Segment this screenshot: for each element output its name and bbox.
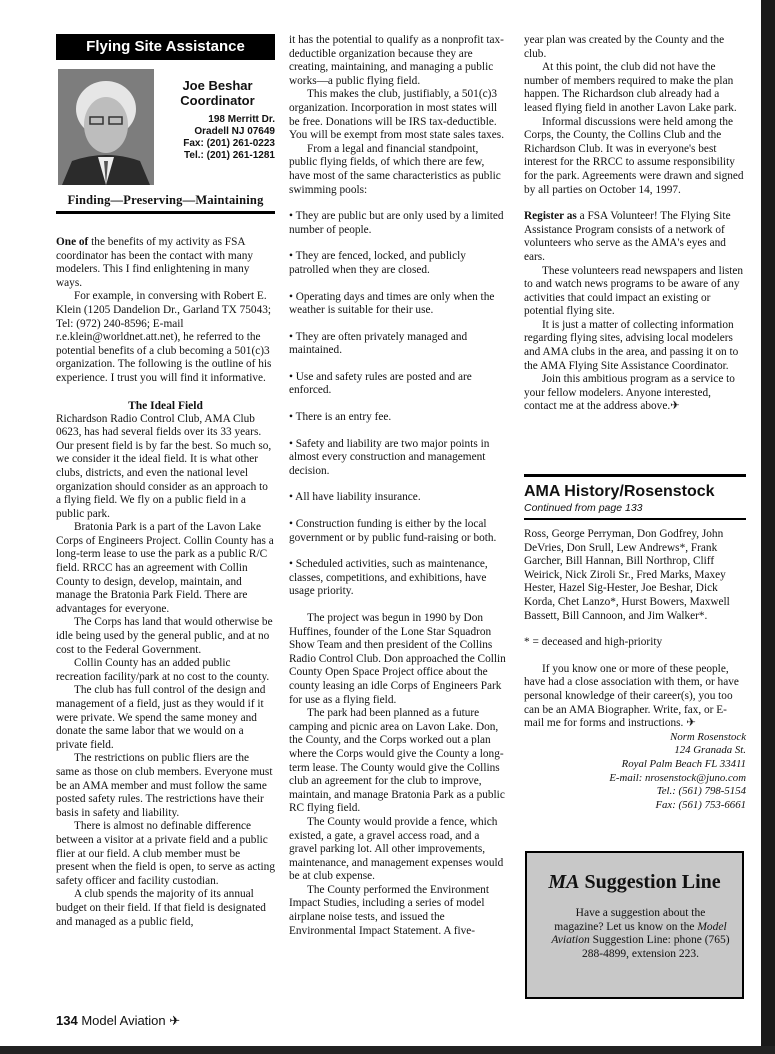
bullet-item: • All have liability insurance. [289,491,421,504]
suggestion-line-box [525,851,744,999]
ma-logo-text: MA [548,871,580,893]
paragraph: The club has full control of the design and management of a field, just as they would if it were private. We spend the same money and donate the same labor that we would on a private field. [56,684,266,751]
history-continued: Continued from page 133 [524,502,643,514]
paragraph: Bratonia Park is a part of the Lavon Lake Corps of Engineers Project. Collin County has a long-term lease to use the park as a public R/C field. RRCC has an agreement with Collin County to design, develop, maintain, and manage the Bratonia Park Field. There are advantages for everyone. [56,521,274,615]
suggestion-body [551,907,730,961]
paragraph: The County performed the Environment Impact Studies, including a series of model airplane noise tests, and issued the Environmental Impact Statement. A five- [289,883,489,937]
paragraph: Collin County has an added public recreation facility/park at no cost to the county. [56,657,270,683]
history-body [524,528,746,812]
paragraph-text: If you know one or more of these people, have had a close association with them, or have personal knowledge of their career(s), you too can be an AMA Biographer. Write, fax, or E-mail me for forms and instructions. [524,662,739,730]
paragraph-text: Join this ambitious program as a service to your fellow modelers. Anyone interested, contact me at the address above. [524,373,735,413]
divider [524,474,746,477]
bullet-item: • They are often privately managed and maintained. [289,330,468,357]
history-note: * = deceased and high-priority [524,636,663,649]
paragraph: These volunteers read newspapers and listen to and watch news programs to be aware of any activities that could impact an existing or potential flying site. [524,264,744,318]
bullet-item: • Construction funding is either by the local government or by public fund-raising or both. [289,518,497,544]
fsa-tagline: Finding—Preserving—Maintaining [67,193,264,207]
address-line-2: Oradell NJ 07649 [194,126,275,137]
airplane-icon: ✈ [169,1013,181,1028]
address-line-1: 198 Merritt Dr. [208,114,275,125]
lead-in: Register as [524,210,577,223]
paragraph: This makes the club, justifiably, a 501(c)3 organization. Incorporation in most states will be free. Donations will be IRS tax-deductible. You will be exempt from most state sales taxes. [289,88,505,142]
signature-email: E-mail: nrosenstock@juno.com [609,771,746,784]
paragraph: The restrictions on public fliers are the same as those on club members. Everyone must be an AMA member and must follow the same posted safety rules. The restrictions have their basis in safety and liability. [56,752,273,819]
suggestion-text: Have a suggestion about the magazine? Let us know on the [554,907,706,933]
paragraph: For example, in conversing with Robert E. Klein (1205 Dandelion Dr., Garland TX 75043; Tel: (972) 240-8596; E-mail r.e.klein@worldnet.att.net), he referred to the potential benefits of a club becoming a 501(c)3 organization. The following is the outline of his experience. I trust you will find it informative. [56,290,272,384]
divider [524,518,746,520]
fsa-header: Flying Site Assistance [56,34,275,60]
bullet-item: • Use and safety rules are posted and are enforced. [289,370,472,397]
subhead-ideal-field: The Ideal Field [128,399,203,412]
scan-edge-bottom [0,1046,775,1054]
paragraph: year plan was created by the County and the club. [524,34,725,60]
signature-name: Norm Rosenstock [670,730,746,743]
bullet-item: • There is an entry fee. [289,411,392,424]
history-title: AMA History/Rosenstock [524,483,715,500]
bullet-item: • They are fenced, locked, and publicly patrolled when they are closed. [289,250,466,276]
magazine-name: Model Aviation [551,920,727,947]
paragraph: A club spends the majority of its annual budget on their field. If that field is designated and managed as a public field, [56,888,266,928]
suggestion-text: Suggestion Line: phone (765) 288-4899, extension 223. [582,934,730,960]
page-number: 134 [56,1013,78,1028]
paragraph: It is just a matter of collecting information regarding flying sites, advising local modelers and AMA clubs in the area, and passing it on to the AMA Flying Site Assistance Coordinator. [524,318,739,372]
signature-fax: Fax: (561) 753-6661 [655,798,746,811]
coordinator-title: Coordinator [180,93,255,108]
paragraph: Richardson Radio Control Club, AMA Club 0623, has had several fields over its 33 years. Our present field is by far the best. So much so, we consider it the ideal field. It is what other clubs, districts, and even the national level organization should consider as an approach to a flying field. We fly on a public field in a public park. [56,412,272,520]
coordinator-info [160,78,275,162]
paragraph: At this point, the club did not have the number of members required to make the plan happen. The Richardson club already had a leased flying field in another Lavon Lake park. [524,61,737,114]
bullet-item: • Scheduled activities, such as maintenance, classes, competitions, and exhibitions, have usage priority. [289,558,488,598]
coordinator-photo [58,69,154,185]
tel-number: Tel.: (201) 261-1281 [184,150,275,161]
fax-number: Fax: (201) 261-0223 [183,138,275,149]
history-names: Ross, George Perryman, Don Godfrey, John DeVries, Don Srull, Lew Andrews*, Frank Garcher, Bill Hannan, Bill Northrop, Cliff Weirick, Nick Ziroli Sr., Fred Marks, Maxey Hester, Hazel Sig-Hester, Joe Beshar, Dick Korda, Chet Lanzo*, Hurst Bowers, Maxwell Bassett, Bill Cannoon, and Jim Walker*. [524,528,730,622]
paragraph-text: the benefits of my activity as FSA coordinator has been the contact with many modelers. This I find enlightening in many ways. [56,236,254,289]
paragraph [56,236,275,290]
page-footer [56,1013,180,1029]
magazine-title: Model Aviation [81,1013,166,1028]
bullet-item: • They are public but are only used by a limited number of people. [289,210,504,236]
scan-edge-right [761,0,775,1054]
lead-in: One of [56,236,89,248]
paragraph: The project was begun in 1990 by Don Huffines, founder of the Lone Star Squadron Show Team and then president of the Collins Radio Control Club. Don approached the Collin County Open Space Project office about the county leasing an idle Corps of Engineers Park for use as a flying field. [289,612,506,706]
article-body-col1 [56,236,275,929]
paragraph [524,373,746,414]
airplane-icon: ✈ [686,717,696,730]
paragraph: it has the potential to qualify as a nonprofit tax-deductible organization because they are creating, maintaining, and managing a public works—a public flying field. [289,34,504,87]
column-2 [289,34,506,938]
divider [56,211,275,214]
signature-city: Royal Palm Beach FL 33411 [621,757,746,770]
paragraph: The park had been planned as a future camping and picnic area on Lavon Lake. Don, the County, and the Corps worked out a plan where the Corps would give the County a long-term lease. The County would give the Collins club an agreement for the club to improve, maintain, and manage Bratonia Park as a public RC flying field. [289,707,505,815]
signature-tel: Tel.: (561) 798-5154 [656,785,746,798]
coordinator-name: Joe Beshar [182,78,253,93]
paragraph: From a legal and financial standpoint, public flying fields, of which there are few, have most of the same characteristics as public swimming pools: [289,142,501,196]
bullet-item: • Operating days and times are only when the weather is suitable for their use. [289,290,495,317]
paragraph: There is almost no definable difference between a visitor at a private field and a public flier at our field. A club member must be present when the field is open, to serve as acting safety officer and facility custodian. [56,820,275,887]
suggestion-title [527,871,742,893]
paragraph [524,210,746,264]
signature-street: 124 Granada St. [674,744,746,757]
bullet-item: • Safety and liability are two major points in almost every construction and management decision. [289,437,490,477]
paragraph: The Corps has land that would otherwise be idle being used by the general public, and at no cost to the Federal Government. [56,616,273,656]
paragraph: The County would provide a fence, which existed, a gate, a gravel access road, and a gravel parking lot. All other improvements, maintenance, and management expenses would be at club expense. [289,815,504,883]
portrait-image [58,69,154,185]
history-paragraph [524,663,746,731]
column-3 [524,34,746,414]
suggestion-title-text: Suggestion Line [579,871,721,893]
paragraph-text: a FSA Volunteer! The Flying Site Assistance Program consists of a network of volunteers who serve as the AMA's eyes and ears. [524,210,731,263]
airplane-icon: ✈ [670,400,680,413]
paragraph: Informal discussions were held among the Corps, the County, the Collins Club and the Richardson Club. It was in everyone's best interest for the RRCC to assume responsibility for the park. Agreements were drawn and signed by all parties on October 14, 1997. [524,115,744,196]
